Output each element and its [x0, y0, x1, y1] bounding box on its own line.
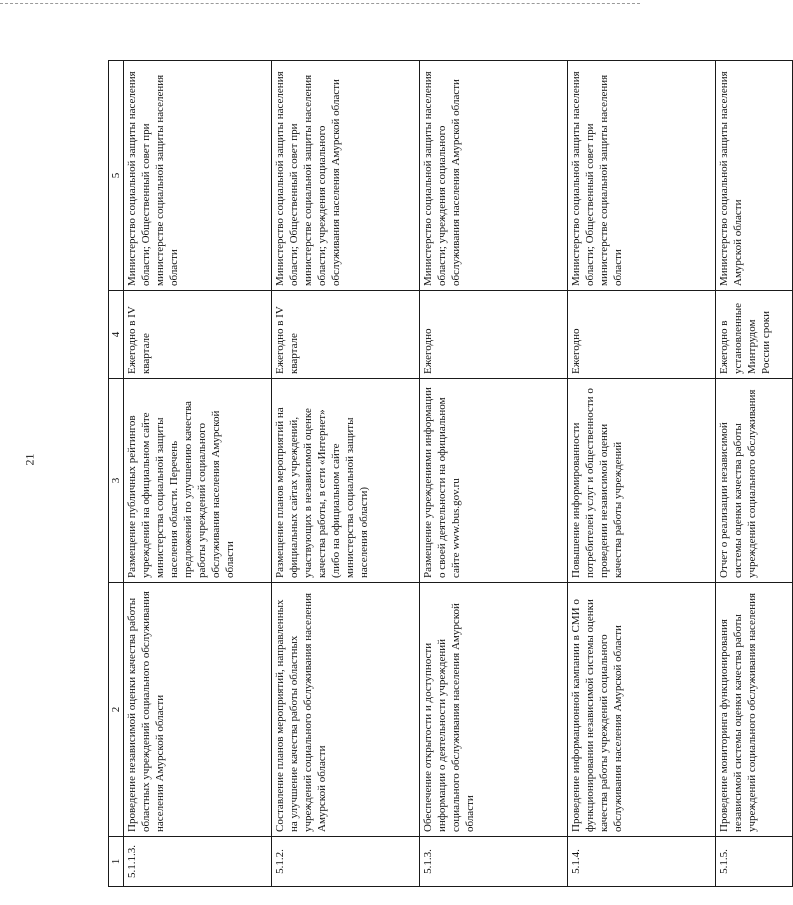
responsible-cell: Министерство социальной защиты населения Амурской области	[716, 61, 793, 291]
content-cell: Размещение учреждениями информации о своей деятельности на официальном сайте www.bus.gov.ru	[420, 379, 568, 583]
row-number: 5.1.4.	[568, 837, 716, 887]
deadline-cell: Ежегодно в IV квартале	[272, 291, 420, 379]
table-row	[568, 61, 716, 887]
rotated-table-wrapper	[108, 61, 772, 887]
row-number: 5.1.2.	[272, 837, 420, 887]
responsible-cell: Министерство социальной защиты населения области; Общественный совет при министерстве социальной защиты населения области; учреждения социального обслуживания населения Амурской области	[272, 61, 420, 291]
measure-cell: Проведение мониторинга функционирования независимой системы оценки качества работы учреждений социального обслуживания населения	[716, 583, 793, 837]
content-cell: Отчет о реализации независимой системы оценки качества работы учреждений социального обслуживания	[716, 379, 793, 583]
measure-cell: Проведение независимой оценки качества работы областных учреждений социального обслуживания населения Амурской области	[124, 583, 272, 837]
measure-cell: Обеспечение открытости и доступности информации о деятельности учреждений социального обслуживания населения Амурской области	[420, 583, 568, 837]
header-cell: 3	[109, 379, 124, 583]
top-dashed-rule	[0, 3, 640, 4]
row-number: 5.1.3.	[420, 837, 568, 887]
table-header-row	[109, 61, 124, 887]
table-row	[272, 61, 420, 887]
table-row	[420, 61, 568, 887]
deadline-cell: Ежегодно в установленные Минтрудом России сроки	[716, 291, 793, 379]
row-number: 5.1.5.	[716, 837, 793, 887]
deadline-cell: Ежегодно	[420, 291, 568, 379]
header-cell: 1	[109, 837, 124, 887]
content-cell: Размещение публичных рейтингов учреждений на официальном сайте министерства социальной защиты населения области. Перечень предложений по улучшению качества работы учреждений социального обслуживания населения Амурской области	[124, 379, 272, 583]
page-number: 21	[22, 453, 37, 466]
measure-cell: Проведение информационной кампании в СМИ о функционировании независимой системы оценки качества работы учреждений социального обслуживания населения Амурской области	[568, 583, 716, 837]
content-cell: Размещение планов мероприятий на официальных сайтах учреждений, участвующих в независимой оценке качества работы, в сети «Интернет» (либо на официальном сайте министерства социальной защиты населения области)	[272, 379, 420, 583]
deadline-cell: Ежегодно в IV квартале	[124, 291, 272, 379]
header-cell: 5	[109, 61, 124, 291]
plan-table	[108, 60, 793, 887]
responsible-cell: Министерство социальной защиты населения области; Общественный совет при министерстве социальной защиты населения области	[568, 61, 716, 291]
measure-cell: Составление планов мероприятий, направленных на улучшение качества работы областных учреждений социального обслуживания населения Амурской области	[272, 583, 420, 837]
table-row	[124, 61, 272, 887]
header-cell: 4	[109, 291, 124, 379]
deadline-cell: Ежегодно	[568, 291, 716, 379]
content-cell: Повышение информированности потребителей услуг и общественности о проведении независимой оценки качества работы учреждений	[568, 379, 716, 583]
header-cell: 2	[109, 583, 124, 837]
table-row	[716, 61, 793, 887]
row-number: 5.1.1.3.	[124, 837, 272, 887]
responsible-cell: Министерство социальной защиты населения области; учреждения социального обслуживания населения Амурской области	[420, 61, 568, 291]
responsible-cell: Министерство социальной защиты населения области; Общественный совет при министерстве социальной защиты населения области	[124, 61, 272, 291]
